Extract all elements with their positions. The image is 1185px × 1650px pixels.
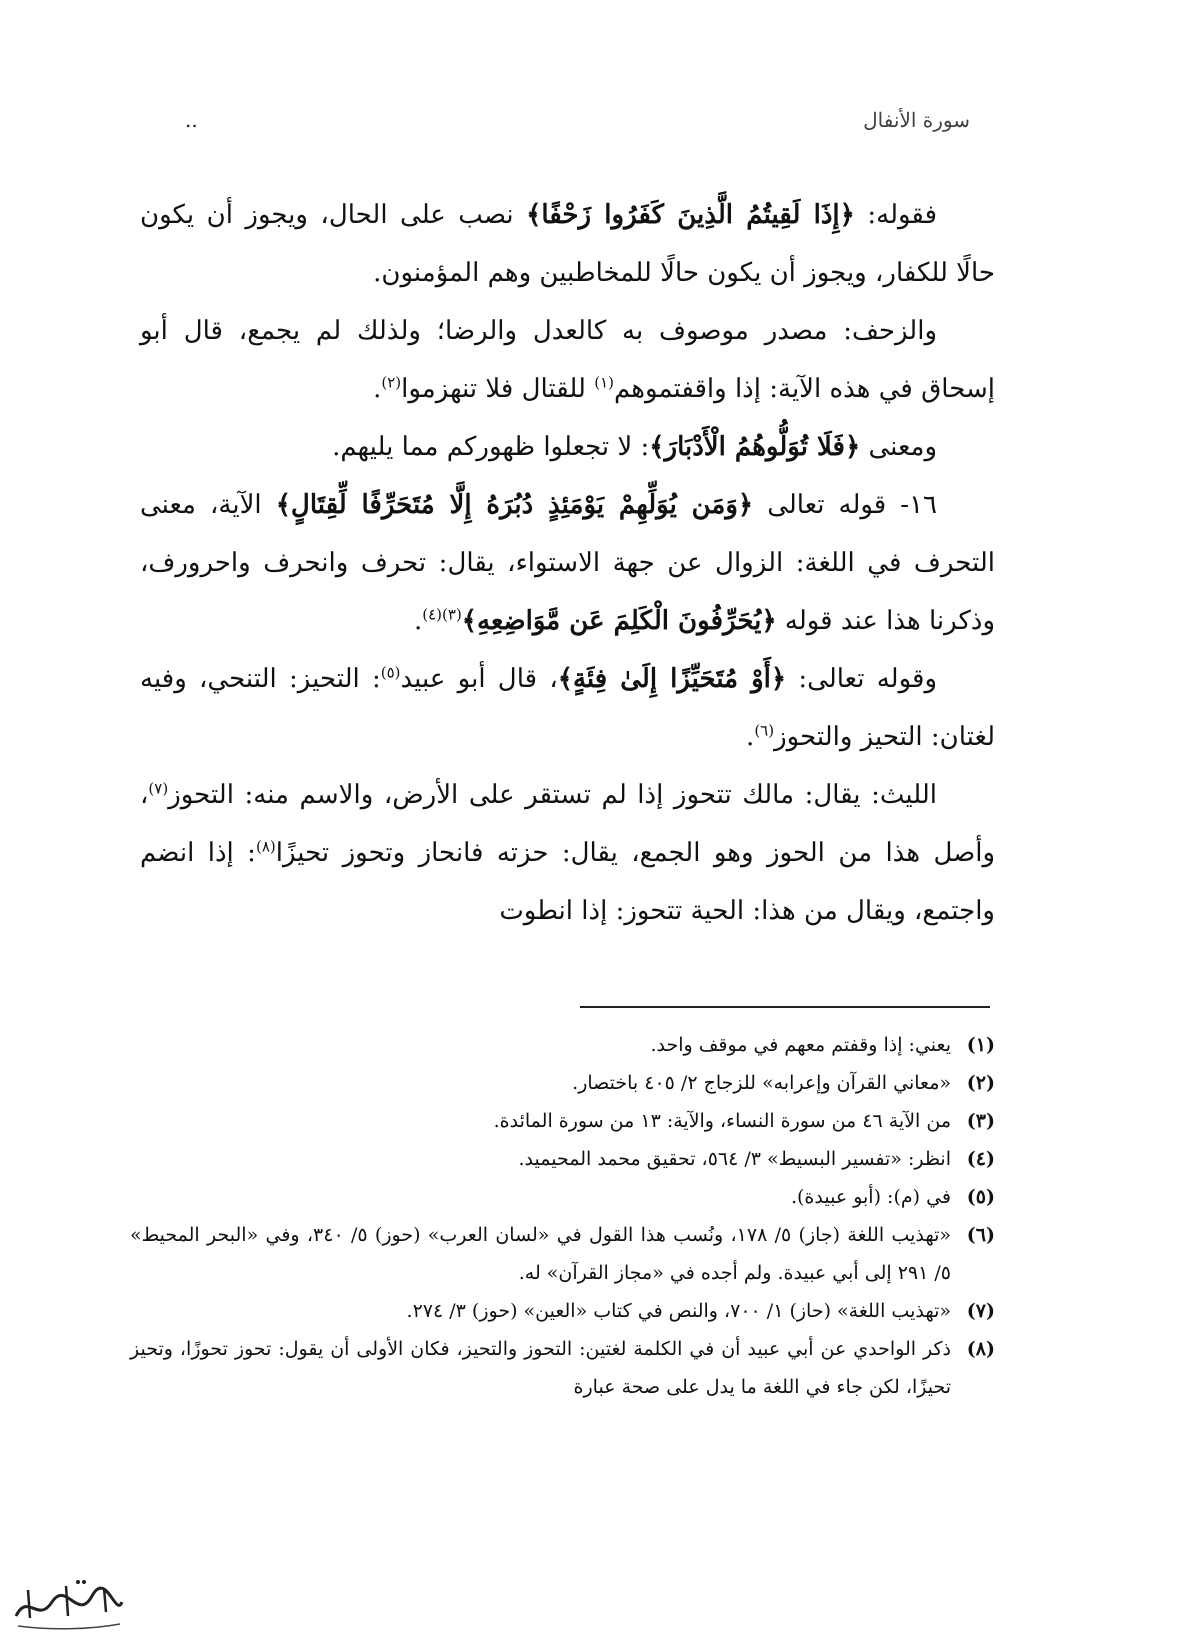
text-run: ١٦- قوله تعالى: [753, 490, 937, 520]
footnote-ref-5: (٥): [380, 663, 401, 682]
paragraph-6: [140, 766, 995, 940]
footnote-item: [130, 1102, 995, 1140]
footnote-ref-6: (٦): [754, 721, 775, 740]
footnote-item: [130, 1178, 995, 1216]
quran-verse: ﴿وَمَن يُوَلِّهِمْ يَوْمَئِذٍ دُبُرَهُ إِلَّا مُتَحَرِّفًا لِّقِتَالٍ﴾: [275, 490, 754, 520]
footnotes: [130, 1026, 995, 1406]
footnote-text: «معاني القرآن وإعرابه» للزجاج ٢/ ٤٠٥ باختصار.: [572, 1072, 951, 1094]
page-number: ..: [185, 108, 198, 132]
footnote-ref-7: (٧): [148, 779, 169, 798]
paragraph-4: [140, 476, 995, 650]
text-run: الآية، معنى التحرف في اللغة: الزوال عن جهة الاستواء، يقال: تحرف وانحرف واحرورف، وذكرنا هذا عند قوله: [140, 490, 995, 636]
footnote-number: (٦): [966, 1224, 995, 1246]
footnote-number: (٢): [966, 1072, 995, 1094]
footnote-number: (٣): [966, 1110, 995, 1132]
footnote-text: «تهذيب اللغة» (حاز) ١/ ٧٠٠، والنص في كتاب «العين» (حوز) ٣/ ٢٧٤.: [406, 1300, 951, 1322]
paragraph-3: [140, 418, 995, 476]
text-run: ، وأصل هذا من الحوز وهو الجمع، يقال: حزته فانحاز وتحوز تحيزًا: [140, 780, 996, 868]
quran-verse: ﴿أَوْ مُتَحَيِّزًا إِلَىٰ فِئَةٍ﴾: [557, 664, 787, 694]
paragraph-5: [140, 650, 995, 766]
text-run: الليث: يقال: مالك تتحوز إذا لم تستقر على الأرض، والاسم منه: التحوز: [168, 780, 937, 810]
footnote-text: في (م): (أبو عبيدة).: [790, 1186, 951, 1208]
footnote-text: انظر: «تفسير البسيط» ٣/ ٥٦٤، تحقيق محمد المحيميد.: [518, 1148, 951, 1170]
text-run: ومعنى: [860, 432, 937, 462]
footnote-item: [130, 1292, 995, 1330]
stamp-calligraphy-icon: [8, 1572, 128, 1636]
footnote-item: [130, 1064, 995, 1102]
text-run: نصب على الحال، ويجوز أن يكون حالًا للكفار، ويجوز أن يكون حالًا للمخاطبين وهم المؤمنون.: [140, 200, 995, 288]
footnote-number: (١): [966, 1034, 995, 1056]
footnote-number: (٧): [966, 1300, 995, 1322]
paragraph-2: [140, 302, 995, 418]
text-run: : التحيز: التنحي، وفيه لغتان: التحيز والتحوز: [140, 664, 995, 752]
running-header: [185, 108, 970, 138]
text-run: : إذا انضم واجتمع، ويقال من هذا: الحية تتحوز: إذا انطوت: [140, 838, 995, 926]
text-run: والزحف: مصدر موصوف به كالعدل والرضا؛ ولذلك لم يجمع، قال أبو إسحاق في هذه الآية: إذا واقفتموهم: [140, 316, 995, 404]
footnote-divider: [580, 1006, 990, 1008]
text-run: .: [373, 374, 382, 404]
footnote-item: [130, 1026, 995, 1064]
footnote-item: [130, 1140, 995, 1178]
footnote-ref-3-4: (٣)(٤): [422, 605, 462, 624]
quran-verse: ﴿إِذَا لَقِيتُمُ الَّذِينَ كَفَرُوا زَحْفًا﴾: [526, 200, 855, 230]
text-run: وقوله تعالى:: [786, 664, 938, 694]
text-run: للقتال فلا تنهزموا: [401, 374, 595, 404]
footnote-number: (٨): [966, 1338, 995, 1360]
footnote-item: [130, 1216, 995, 1292]
footnote-ref-8: (٨): [255, 837, 276, 856]
library-stamp-logo: [8, 1572, 128, 1636]
text-run: فقوله:: [854, 200, 937, 230]
footnote-text: يعني: إذا وقفتم معهم في موقف واحد.: [650, 1034, 951, 1056]
quran-verse: ﴿يُحَرِّفُونَ الْكَلِمَ عَن مَّوَاضِعِهِ﴾: [461, 606, 777, 636]
footnote-text: ذكر الواحدي عن أبي عبيد أن في الكلمة لغتين: التحوز والتحيز، فكان الأولى أن يقول: تحوز تحوزًا، وتحيز تحيزًا، لكن جاء في اللغة ما يدل على صحة عبارة: [130, 1338, 951, 1398]
footnote-number: (٥): [966, 1186, 995, 1208]
main-text: [140, 186, 995, 940]
text-run: .: [746, 722, 755, 752]
text-run: ، قال أبو عبيد: [400, 664, 558, 694]
paragraph-1: [140, 186, 995, 302]
footnote-item: [130, 1330, 995, 1406]
text-run: .: [413, 606, 423, 636]
text-run: : لا تجعلوا ظهوركم مما يليهم.: [332, 432, 650, 462]
running-title: سورة الأنفال: [863, 108, 970, 132]
footnote-ref-1: (١): [594, 373, 614, 392]
footnote-text: من الآية ٤٦ من سورة النساء، والآية: ١٣ من سورة المائدة.: [493, 1110, 951, 1132]
footnote-number: (٤): [966, 1148, 995, 1170]
quran-verse: ﴿فَلَا تُوَلُّوهُمُ الْأَدْبَارَ﴾: [649, 432, 861, 462]
footnote-text: «تهذيب اللغة (جاز) ٥/ ١٧٨، ونُسب هذا القول في «لسان العرب» (حوز) ٥/ ٣٤٠، وفي «البحر المحيط» ٥/ ٢٩١ إلى أبي عبيدة. ولم أجده في «مجاز القرآن» له.: [130, 1224, 951, 1284]
footnote-ref-2: (٢): [381, 373, 402, 392]
